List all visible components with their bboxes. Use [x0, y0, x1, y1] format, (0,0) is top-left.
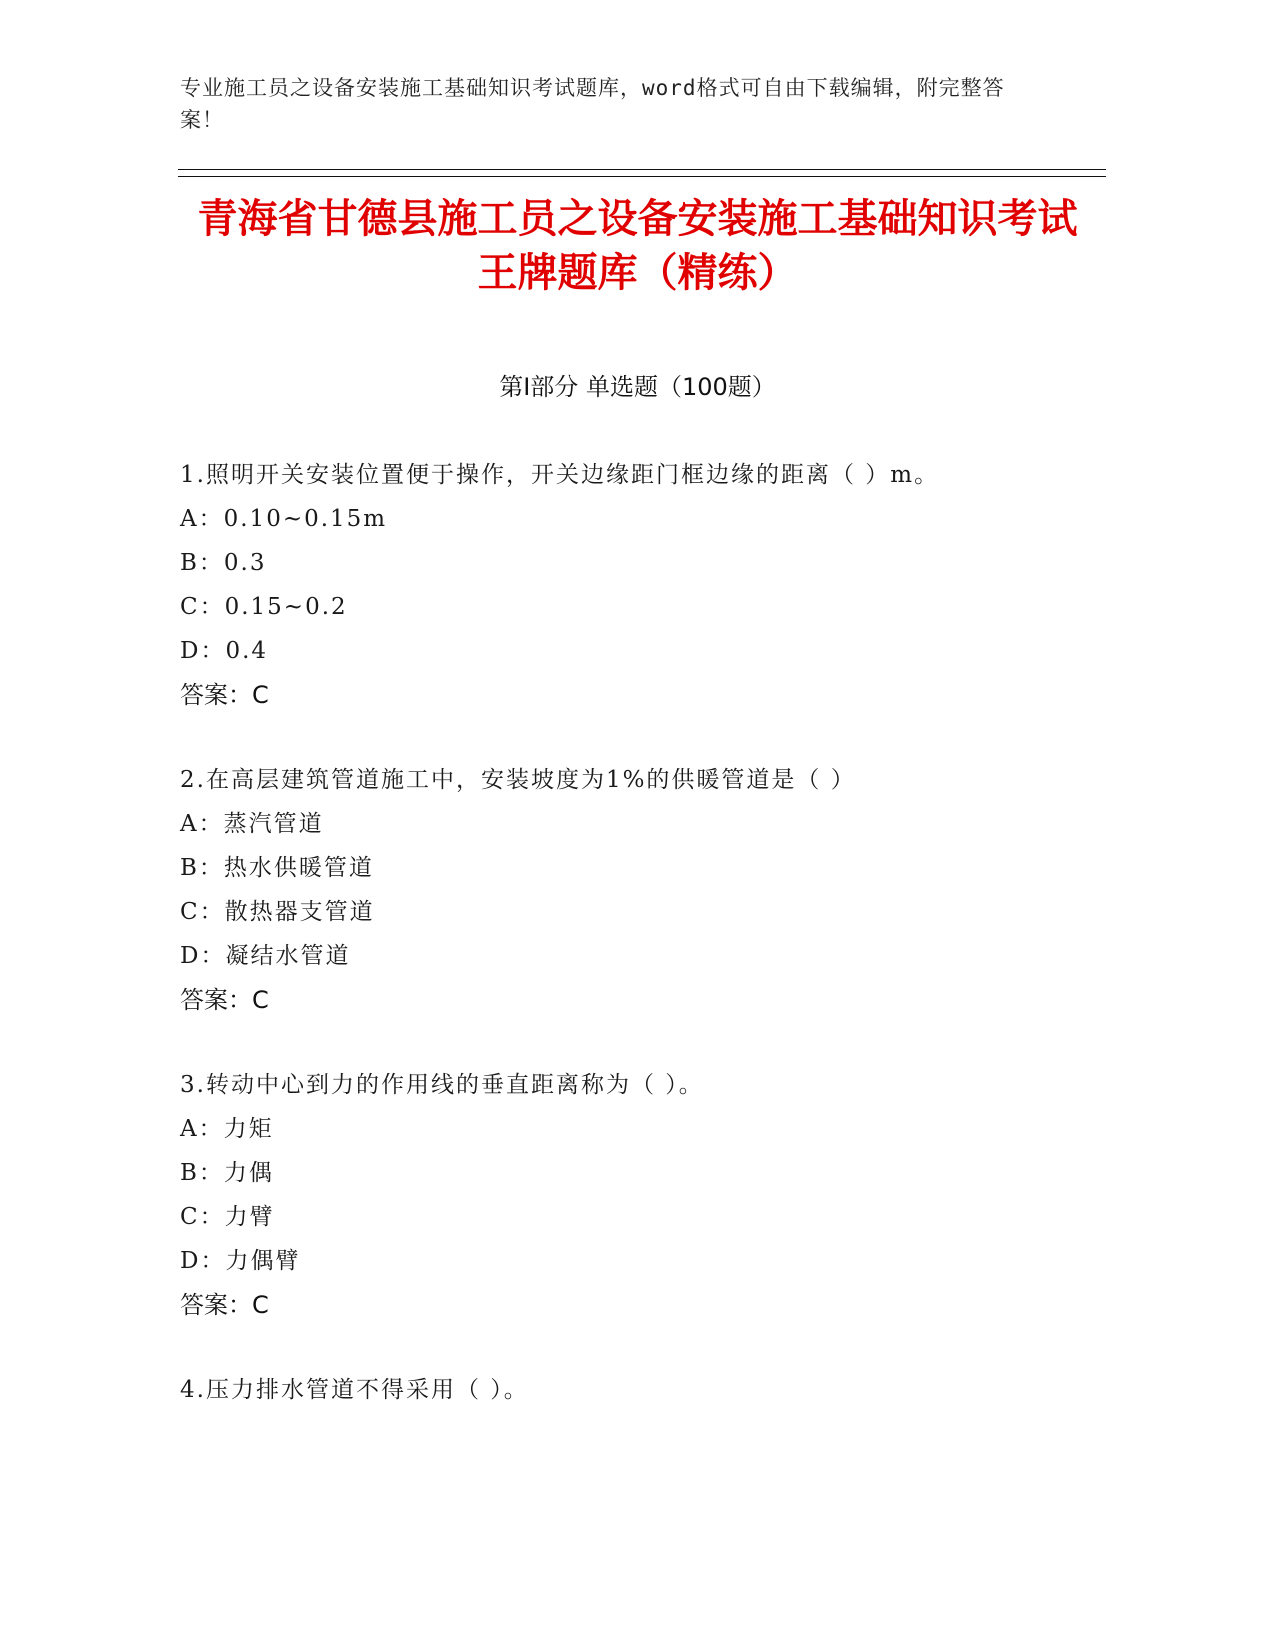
question-list	[180, 453, 1080, 1453]
option-a: A：0.10~0.15m	[180, 506, 388, 532]
question-3	[180, 1063, 1080, 1327]
question-stem: 3.转动中心到力的作用线的垂直距离称为（ ）。	[180, 1072, 704, 1098]
question-2	[180, 758, 1080, 1022]
question-stem: 2.在高层建筑管道施工中，安装坡度为1%的供暖管道是（ ）	[180, 767, 856, 793]
question-stem: 1.照明开关安装位置便于操作，开关边缘距门框边缘的距离（ ）m。	[180, 462, 940, 488]
document-title: 青海省甘德县施工员之设备安装施工基础知识考试王牌题库（精练）	[197, 196, 1078, 296]
answer-line	[180, 673, 1080, 717]
answer-line	[180, 1283, 1080, 1327]
option-b: B：0.3	[180, 550, 267, 576]
answer-label: 答案：	[180, 986, 252, 1014]
question-4	[180, 1368, 1080, 1412]
header-rule-top	[178, 169, 1106, 170]
section-title: 第Ⅰ部分 单选题（100题）	[499, 373, 776, 401]
option-b: B：力偶	[180, 1160, 274, 1186]
header-note: 专业施工员之设备安装施工基础知识考试题库，word格式可自由下载编辑，附完整答案！	[180, 76, 1005, 132]
option-a: A：力矩	[180, 1116, 274, 1142]
option-b: B：热水供暖管道	[180, 855, 374, 881]
question-1	[180, 453, 1080, 717]
option-d: D：力偶臂	[180, 1248, 301, 1274]
answer-value: C	[252, 1291, 269, 1319]
option-c: C：力臂	[180, 1204, 275, 1230]
option-c: C：0.15~0.2	[180, 594, 348, 620]
answer-line	[180, 978, 1080, 1022]
option-a: A：蒸汽管道	[180, 811, 324, 837]
question-stem: 4.压力排水管道不得采用（ ）。	[180, 1377, 529, 1403]
header-rule-bottom	[178, 176, 1106, 177]
answer-value: C	[252, 986, 269, 1014]
answer-value: C	[252, 681, 269, 709]
option-c: C：散热器支管道	[180, 899, 375, 925]
answer-label: 答案：	[180, 1291, 252, 1319]
option-d: D：0.4	[180, 638, 269, 664]
answer-label: 答案：	[180, 681, 252, 709]
option-d: D：凝结水管道	[180, 943, 351, 969]
